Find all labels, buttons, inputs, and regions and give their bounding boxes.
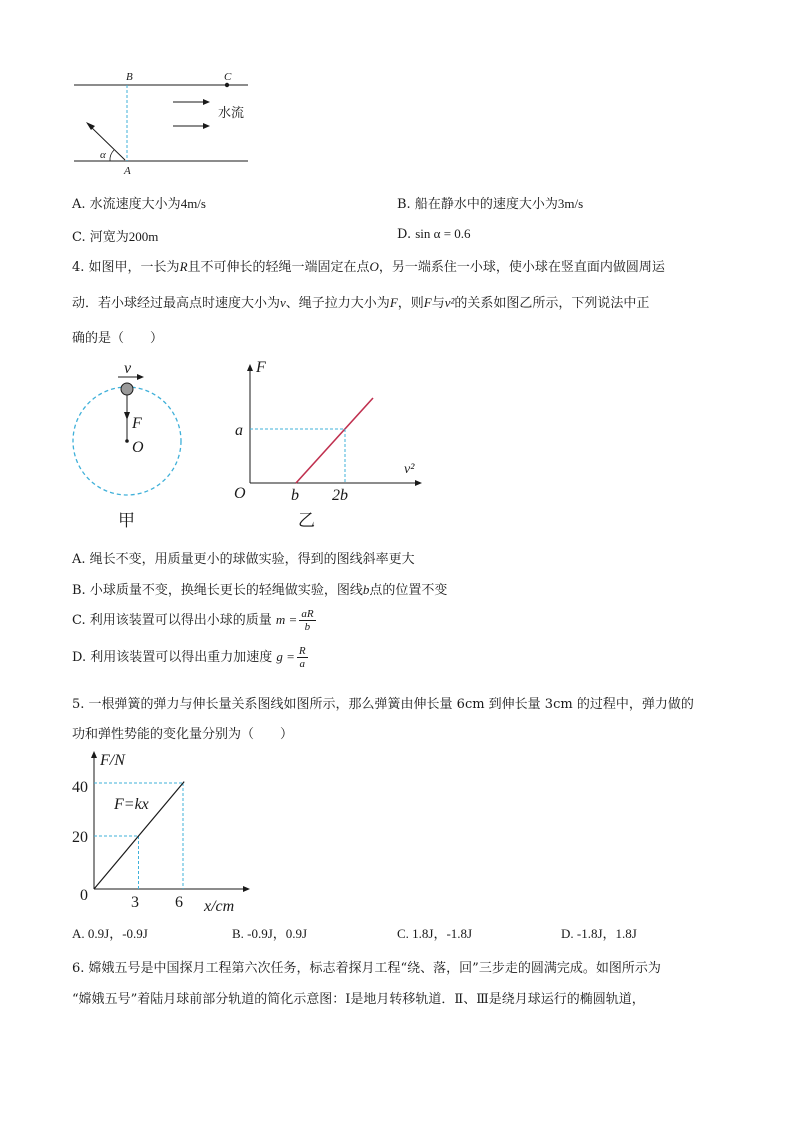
q3-option-b: B. 船在静水中的速度大小为3m/s: [397, 196, 584, 212]
svg-text:F: F: [256, 359, 266, 376]
svg-text:2b: 2b: [332, 487, 348, 504]
q4-option-a: A. 绳长不变，用质量更小的球做实验，得到的图线斜率更大: [72, 552, 415, 567]
q5-option-c: C. 1.8J，-1.8J: [397, 926, 473, 941]
q5-option-b: B. -0.9J，0.9J: [232, 926, 308, 941]
y-tick-20: 20: [72, 829, 88, 846]
svg-text:O: O: [132, 439, 144, 456]
q3-option-d: D. sin α = 0.6: [397, 226, 471, 242]
q5-stem-line2: 功和弹性势能的变化量分别为（ ）: [72, 727, 294, 742]
spring-force-chart: [66, 745, 256, 920]
q6-stem-line1: 6. 嫦娥五号是中国探月工程第六次任务，标志着探月工程“绕、落，回”三步走的圆满完成。如图所示为: [72, 961, 661, 976]
q3-option-a: A. 水流速度大小为4m/s: [72, 196, 206, 212]
y-axis-label: F/N: [100, 752, 125, 769]
q6-stem-line2: “嫦娥五号”着陆月球前部分轨道的简化示意图：Ⅰ是地月转移轨道．Ⅱ、Ⅲ是绕月球运行的椭圆轨道，: [72, 992, 645, 1007]
figure-jia-caption: 甲: [118, 511, 135, 530]
q4-option-d: D. 利用该装置可以得出重力加速度 g = $\frac{R}{a}$: [72, 645, 306, 670]
river-figure: [70, 68, 260, 178]
svg-text:b: b: [291, 487, 299, 504]
svg-text:O: O: [234, 485, 246, 502]
label-B: B: [126, 71, 133, 83]
water-flow-label: 水流: [218, 105, 245, 120]
label-A: A: [124, 165, 131, 177]
y-tick-40: 40: [72, 779, 88, 796]
svg-text:v: v: [124, 360, 132, 377]
q5-option-d: D. -1.8J，1.8J: [561, 926, 637, 941]
label-alpha: α: [100, 149, 106, 161]
q5-option-a: A. 0.9J，-0.9J: [72, 926, 148, 941]
circle-motion-figure: [66, 356, 196, 536]
formula-label: F=kx: [114, 796, 149, 813]
q4-option-b: B. 小球质量不变，换绳长更长的轻绳做实验，图线b点的位置不变: [72, 582, 448, 598]
svg-text:v²: v²: [404, 462, 415, 477]
x-tick-3: 3: [131, 894, 139, 911]
x-axis-label: x/cm: [204, 898, 235, 915]
q4-stem-line3: 确的是（ ）: [72, 331, 164, 346]
q5-stem-line1: 5. 一根弹簧的弹力与伸长量关系图线如图所示，那么弹簧由伸长量 6cm 到伸长量 3cm 的过程中，弹力做的: [72, 697, 694, 712]
f-v2-graph: [228, 356, 428, 536]
q4-option-c: C. 利用该装置可以得出小球的质量 m = $\frac{aR}{b}$: [72, 608, 314, 633]
x-tick-6: 6: [175, 894, 183, 911]
q4-stem-line2: 动．若小球经过最高点时速度大小为v、绳子拉力大小为F，则F与v²的关系如图乙所示，下列说法中正: [72, 295, 650, 311]
svg-text:F: F: [132, 415, 142, 432]
svg-text:a: a: [235, 422, 243, 439]
figure-yi-caption: 乙: [298, 511, 315, 530]
label-C: C: [224, 71, 232, 83]
origin-label: 0: [80, 887, 88, 904]
q3-option-c: C. 河宽为200m: [72, 229, 159, 245]
q4-stem-line1: 4. 如图甲，一长为R且不可伸长的轻绳一端固定在点O，另一端系住一小球，使小球在竖直面内做圆周运: [72, 259, 665, 275]
